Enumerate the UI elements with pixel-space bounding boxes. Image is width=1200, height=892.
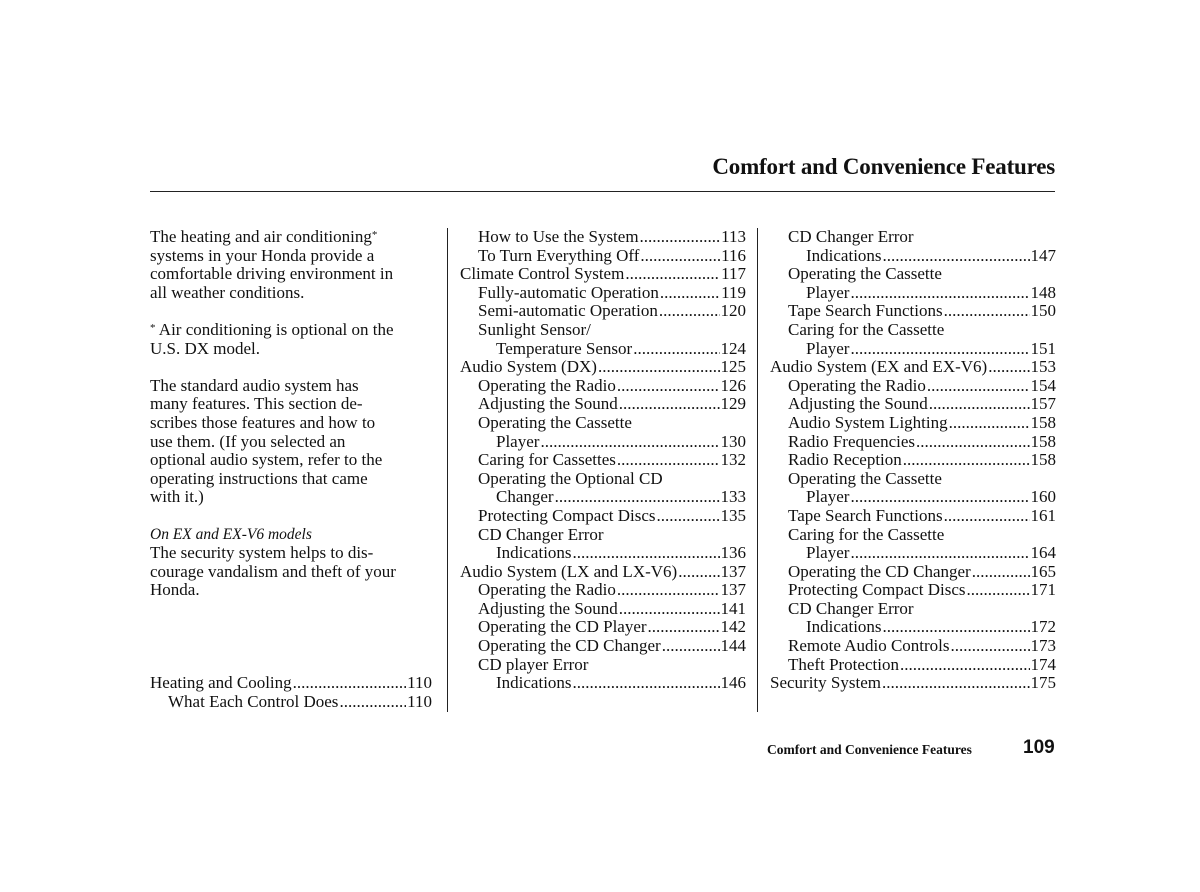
toc-entry-page: 148 — [1030, 282, 1056, 302]
toc-leader-dots — [972, 563, 1030, 582]
toc-entry — [770, 618, 1056, 637]
toc-entry-page: 117 — [721, 264, 746, 284]
toc-leader-dots — [678, 563, 719, 582]
toc-entry-page: 153 — [1030, 357, 1056, 377]
toc-entry-page: 158 — [1030, 412, 1056, 432]
toc-leader-dots — [900, 656, 1030, 675]
toc-entry-title: What Each Control Does — [168, 691, 339, 711]
toc-entry-title: Operating the Cassette — [788, 468, 942, 488]
toc-entry-page: 132 — [720, 450, 746, 470]
toc-entry — [460, 600, 746, 619]
toc-entry — [460, 377, 746, 396]
toc-entry — [770, 247, 1056, 266]
toc-entry-title: Operating the Cassette — [788, 264, 942, 284]
toc-entry-title: Player — [806, 487, 850, 507]
toc-entry-title: Adjusting the Sound — [788, 394, 928, 414]
toc-leader-dots — [619, 600, 720, 619]
toc-entry — [770, 228, 1056, 247]
toc-entry-page: 174 — [1030, 654, 1056, 674]
toc-entry-title: Remote Audio Controls — [788, 636, 950, 656]
toc-entry — [460, 507, 746, 526]
toc-leader-dots — [927, 377, 1030, 396]
footer-section-title: Comfort and Convenience Features — [767, 742, 972, 757]
toc-entry-title: Operating the Cassette — [478, 412, 632, 432]
security-line: courage vandalism and theft of your — [150, 561, 396, 581]
audio-line: operating instructions that came — [150, 468, 368, 488]
toc-entry-page: 137 — [720, 580, 746, 600]
toc-leader-dots — [929, 395, 1030, 414]
toc-entry-title: Sunlight Sensor/ — [478, 319, 591, 339]
toc-entry-title: Audio System (LX and LX-V6) — [460, 561, 678, 581]
toc-entry-page: 173 — [1030, 636, 1056, 656]
footnote-mark: * — [150, 321, 156, 334]
toc-entry-title: Operating the CD Changer — [788, 561, 971, 581]
toc-entry-title: Adjusting the Sound — [478, 598, 618, 618]
footnote-text: Air conditioning is optional on the — [155, 319, 394, 339]
toc-entry-page: 144 — [720, 636, 746, 656]
toc-entry-title: Protecting Compact Discs — [478, 505, 656, 525]
toc-leader-dots — [293, 674, 406, 693]
toc-entry — [460, 544, 746, 563]
toc-entry-title: Operating the CD Player — [478, 617, 647, 637]
toc-entry-title: Operating the Radio — [478, 580, 616, 600]
toc-leader-dots — [648, 618, 720, 637]
toc-entry-page: 165 — [1030, 561, 1056, 581]
toc-entry-title: How to Use the System — [478, 227, 639, 246]
toc-leader-dots — [944, 302, 1030, 321]
toc-entry-title: Caring for the Cassette — [788, 524, 945, 544]
toc-entry-title: Tape Search Functions — [788, 505, 943, 525]
toc-leader-dots — [640, 247, 720, 266]
toc-entry-page: 158 — [1030, 450, 1056, 470]
toc-entry — [770, 377, 1056, 396]
toc-entry-page: 164 — [1030, 543, 1056, 563]
toc-leader-dots — [640, 228, 721, 247]
toc-entry — [460, 451, 746, 470]
toc-entry-title: CD Changer Error — [478, 524, 604, 544]
toc-entry-page: 142 — [720, 617, 746, 637]
toc-entry — [770, 637, 1056, 656]
toc-leader-dots — [573, 544, 720, 563]
toc-leader-dots — [988, 358, 1029, 377]
toc-leader-dots — [598, 358, 720, 377]
security-line: The security system helps to dis- — [150, 543, 374, 563]
toc-entry-title: CD Changer Error — [788, 227, 914, 246]
toc-entry-page: 110 — [407, 691, 432, 711]
toc-entry — [770, 302, 1056, 321]
toc-entry-title: Operating the Optional CD — [478, 468, 663, 488]
toc-entry — [770, 507, 1056, 526]
toc-entry — [460, 433, 746, 452]
toc-entry-page: 161 — [1030, 505, 1056, 525]
intro-line: systems in your Honda provide a — [150, 245, 375, 265]
toc-entry-page: 146 — [720, 673, 746, 693]
toc-entry — [770, 526, 1056, 545]
toc-leader-dots — [659, 302, 720, 321]
toc-entry-title: Indications — [806, 245, 882, 265]
audio-line: many features. This section de- — [150, 394, 363, 414]
toc-entry-page: 110 — [407, 673, 432, 693]
toc-entry-title: Tape Search Functions — [788, 301, 943, 321]
toc-entry-title: Changer — [496, 487, 554, 507]
toc-column-3 — [770, 228, 1056, 693]
toc-leader-dots — [555, 488, 720, 507]
toc-entry — [460, 488, 746, 507]
toc-leader-dots — [625, 265, 720, 284]
toc-entry — [460, 265, 746, 284]
toc-entry-title: Operating the Radio — [788, 375, 926, 395]
toc-entry-page: 124 — [720, 338, 746, 358]
toc-entry — [460, 358, 746, 377]
footnote-line: U.S. DX model. — [150, 338, 261, 358]
toc-entry-page: 158 — [1030, 431, 1056, 451]
toc-leader-dots — [573, 674, 720, 693]
toc-entry — [460, 228, 746, 247]
toc-entry-title: To Turn Everything Off — [478, 245, 640, 265]
toc-entry-page: 171 — [1030, 580, 1056, 600]
toc-entry-title: Player — [806, 543, 850, 563]
intro-text: The heating and air conditioning — [150, 227, 372, 246]
toc-entry-title: Theft Protection — [788, 654, 899, 674]
toc-entry-title: Operating the CD Changer — [478, 636, 661, 656]
toc-entry — [460, 395, 746, 414]
toc-entry-page: 172 — [1030, 617, 1056, 637]
toc-entry-page: 135 — [720, 505, 746, 525]
toc-entry-title: Radio Reception — [788, 450, 902, 470]
security-line: Honda. — [150, 580, 200, 600]
toc-entry-page: 113 — [721, 227, 746, 246]
toc-entry — [770, 656, 1056, 675]
toc-entry-page: 136 — [720, 543, 746, 563]
toc-entry-title: Temperature Sensor — [496, 338, 633, 358]
toc-entry — [460, 470, 746, 489]
toc-entry-page: 151 — [1030, 338, 1056, 358]
toc-entry — [770, 265, 1056, 284]
toc-entry — [770, 563, 1056, 582]
toc-entry-title: Climate Control System — [460, 264, 625, 284]
toc-entry — [770, 451, 1056, 470]
toc-entry-title: Audio System Lighting — [788, 412, 948, 432]
toc-entry — [770, 470, 1056, 489]
toc-column-1 — [150, 674, 432, 711]
toc-entry — [460, 414, 746, 433]
toc-leader-dots — [883, 618, 1030, 637]
security-note: On EX and EX-V6 models — [150, 525, 312, 543]
toc-entry — [770, 358, 1056, 377]
toc-leader-dots — [951, 637, 1030, 656]
column-divider — [447, 228, 448, 712]
toc-entry — [150, 693, 432, 712]
toc-leader-dots — [850, 544, 1029, 563]
toc-entry — [460, 302, 746, 321]
audio-line: scribes those features and how to — [150, 412, 376, 432]
toc-entry — [770, 488, 1056, 507]
toc-entry-title: Player — [806, 282, 850, 302]
toc-entry — [770, 581, 1056, 600]
toc-entry-title: Indications — [496, 673, 572, 693]
toc-entry-page: 126 — [720, 375, 746, 395]
toc-entry-page: 157 — [1030, 394, 1056, 414]
toc-entry — [460, 637, 746, 656]
toc-entry-title: Security System — [770, 673, 881, 693]
toc-leader-dots — [850, 488, 1029, 507]
toc-entry-page: 130 — [720, 431, 746, 451]
header-rule — [150, 191, 1055, 192]
toc-entry — [460, 618, 746, 637]
toc-entry — [460, 321, 746, 340]
toc-entry-title: Semi-automatic Operation — [478, 301, 658, 321]
toc-leader-dots — [540, 433, 719, 452]
page-title: Comfort and Convenience Features — [712, 154, 1055, 179]
audio-line: The standard audio system has — [150, 375, 359, 395]
toc-entry — [460, 284, 746, 303]
toc-leader-dots — [660, 284, 720, 303]
toc-entry-page: 120 — [720, 301, 746, 321]
toc-entry-page: 141 — [720, 598, 746, 618]
toc-entry-title: Indications — [496, 543, 572, 563]
toc-entry — [770, 395, 1056, 414]
intro-line — [150, 228, 432, 247]
intro-column — [150, 228, 432, 711]
intro-line: comfortable driving environment in — [150, 264, 394, 284]
footnote-line — [150, 321, 432, 340]
toc-leader-dots — [882, 674, 1030, 693]
toc-leader-dots — [617, 377, 720, 396]
toc-entry-title: Radio Frequencies — [788, 431, 915, 451]
toc-entry-page: 129 — [720, 394, 746, 414]
toc-entry — [770, 340, 1056, 359]
toc-entry-page: 119 — [721, 282, 746, 302]
toc-leader-dots — [967, 581, 1030, 600]
column-divider — [757, 228, 758, 712]
toc-entry — [770, 544, 1056, 563]
intro-line: all weather conditions. — [150, 282, 305, 302]
toc-leader-dots — [339, 693, 406, 712]
toc-entry — [460, 340, 746, 359]
toc-entry-title: Player — [806, 338, 850, 358]
toc-leader-dots — [883, 247, 1030, 266]
toc-entry-page: 147 — [1030, 245, 1056, 265]
toc-entry-title: Indications — [806, 617, 882, 637]
toc-entry-page: 160 — [1030, 487, 1056, 507]
toc-leader-dots — [617, 581, 720, 600]
toc-leader-dots — [617, 451, 720, 470]
toc-entry — [460, 563, 746, 582]
toc-entry — [460, 674, 746, 693]
toc-leader-dots — [850, 340, 1029, 359]
toc-entry — [460, 526, 746, 545]
footnote-mark: * — [371, 229, 378, 241]
toc-leader-dots — [619, 395, 720, 414]
toc-leader-dots — [949, 414, 1030, 433]
toc-entry-page: 133 — [720, 487, 746, 507]
toc-entry-title: Adjusting the Sound — [478, 394, 618, 414]
toc-entry — [770, 433, 1056, 452]
toc-entry-title: Caring for Cassettes — [478, 450, 616, 470]
toc-entry — [770, 284, 1056, 303]
toc-entry-page: 116 — [721, 245, 746, 265]
toc-leader-dots — [633, 340, 719, 359]
toc-entry-title: Fully-automatic Operation — [478, 282, 659, 302]
toc-leader-dots — [944, 507, 1030, 526]
toc-entry-title: Player — [496, 431, 540, 451]
toc-leader-dots — [903, 451, 1030, 470]
toc-entry-page: 125 — [720, 357, 746, 377]
toc-entry-page: 175 — [1030, 673, 1056, 693]
toc-entry-title: Caring for the Cassette — [788, 319, 945, 339]
toc-entry-title: CD player Error — [478, 654, 589, 674]
audio-line: optional audio system, refer to the — [150, 450, 383, 470]
audio-line: use them. (If you selected an — [150, 431, 346, 451]
toc-entry — [770, 414, 1056, 433]
toc-leader-dots — [850, 284, 1029, 303]
toc-entry — [770, 321, 1056, 340]
toc-entry — [150, 674, 432, 693]
toc-entry-page: 137 — [720, 561, 746, 581]
toc-entry-title: Protecting Compact Discs — [788, 580, 966, 600]
toc-leader-dots — [662, 637, 720, 656]
toc-column-2 — [460, 228, 746, 693]
toc-entry — [460, 656, 746, 675]
toc-entry-page: 150 — [1030, 301, 1056, 321]
toc-entry-title: CD Changer Error — [788, 598, 914, 618]
toc-entry-title: Audio System (DX) — [460, 357, 597, 377]
toc-entry-title: Audio System (EX and EX-V6) — [770, 357, 988, 377]
toc-entry-title: Heating and Cooling — [150, 673, 292, 693]
toc-entry-page: 154 — [1030, 375, 1056, 395]
toc-entry-title: Operating the Radio — [478, 375, 616, 395]
toc-leader-dots — [657, 507, 720, 526]
toc-entry — [460, 581, 746, 600]
toc-leader-dots — [916, 433, 1030, 452]
toc-entry — [460, 247, 746, 266]
page-number: 109 — [1023, 737, 1055, 758]
toc-entry — [770, 674, 1056, 693]
toc-entry — [770, 600, 1056, 619]
audio-line: with it.) — [150, 487, 204, 507]
